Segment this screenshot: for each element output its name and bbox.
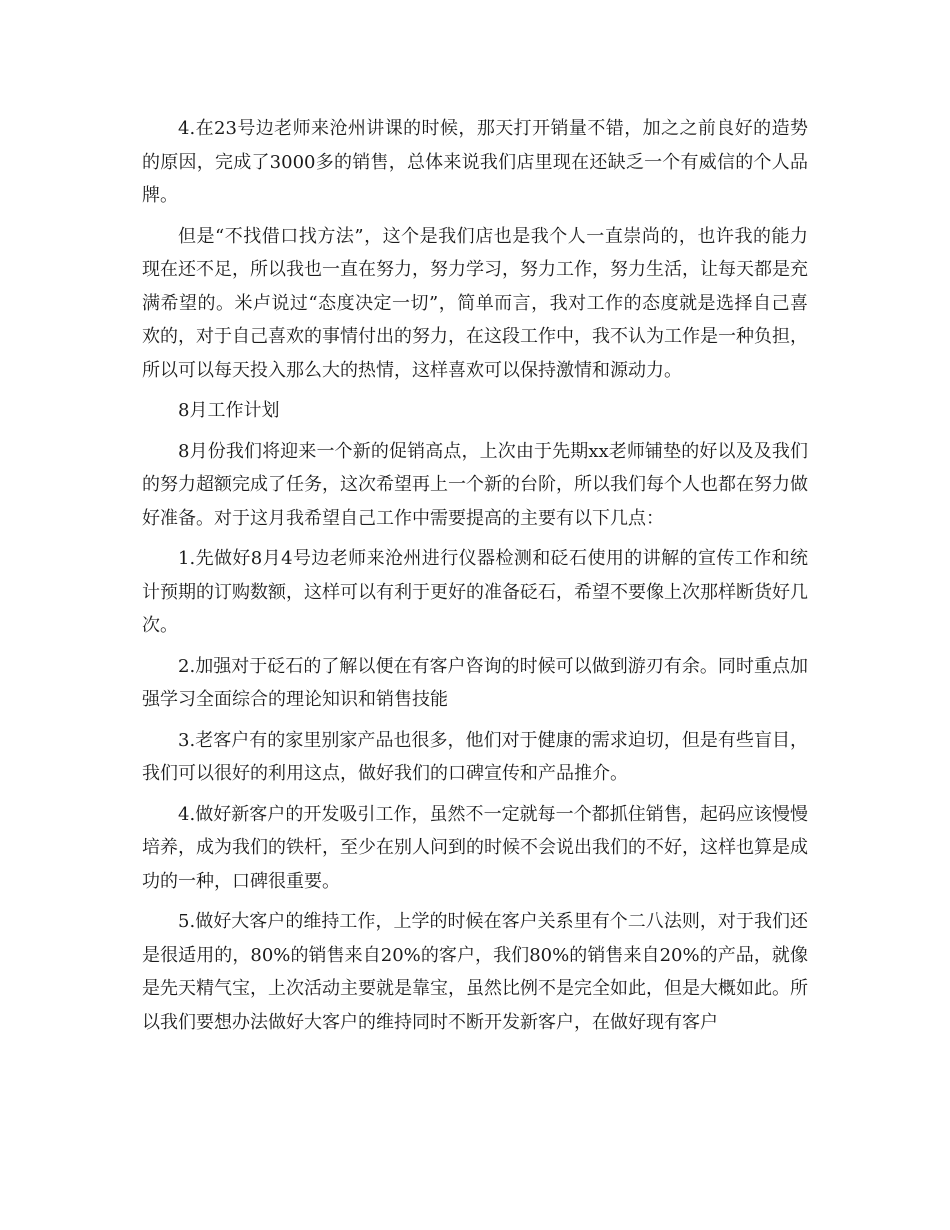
section-heading-august-plan: 8月工作计划 — [178, 400, 280, 421]
list-item-3: 3.老客户有的家里别家产品也很多，他们对于健康的需求迫切，但是有些盲目，我们可以很好的利用这点，做好我们的口碑宣传和产品推介。 — [142, 729, 808, 784]
list-item-1: 1.先做好8月4号边老师来沧州进行仪器检测和砭石使用的讲解的宣传工作和统计预期的订购数额，这样可以有利于更好的准备砭石，希望不要像上次那样断货好几次。 — [142, 548, 808, 636]
paragraph-work-attitude: 但是“不找借口找方法”，这个是我们店也是我个人一直崇尚的，也许我的能力现在还不足，所以我也一直在努力，努力学习，努力工作，努力生活，让每天都是充满希望的。米卢说过“态度决定一切”，简单而言，我对工作的态度就是选择自己喜欢的，对于自己喜欢的事情付出的努力，在这段工作中，我不认为工作是一种负担，所以可以每天投入那么大的热情，这样喜欢可以保持激情和源动力。 — [142, 225, 808, 381]
list-item-5: 5.做好大客户的维持工作，上学的时候在客户关系里有个二八法则，对于我们还是很适用的，80%的销售来自20%的客户，我们80%的销售来自20%的产品，就像是先天精气宝，上次活动主要就是靠宝，虽然比例不是完全如此，但是大概如此。所以我们要想办法做好大客户的维持同时不断开发新客户，在做好现有客户 — [142, 911, 808, 1033]
list-item-4: 4.做好新客户的开发吸引工作，虽然不一定就每一个都抓住销售，起码应该慢慢培养，成为我们的铁杆，至少在别人问到的时候不会说出我们的不好，这样也算是成功的一种，口碑很重要。 — [142, 803, 808, 892]
paragraph-august-intro: 8月份我们将迎来一个新的促销高点，上次由于先期xx老师铺垫的好以及及我们的努力超额完成了任务，这次希望再上一个新的台阶，所以我们每个人也都在努力做好准备。对于这月我希望自己工作中需要提高的主要有以下几点： — [142, 440, 808, 529]
list-item-2: 2.加强对于砭石的了解以便在有客户咨询的时候可以做到游刃有余。同时重点加强学习全面综合的理论知识和销售技能 — [142, 655, 808, 710]
document-body — [142, 112, 808, 1046]
paragraph-sales-summary: 4.在23号边老师来沧州讲课的时候，那天打开销量不错，加之之前良好的造势的原因，完成了3000多的销售，总体来说我们店里现在还缺乏一个有威信的个人品牌。 — [142, 118, 808, 206]
